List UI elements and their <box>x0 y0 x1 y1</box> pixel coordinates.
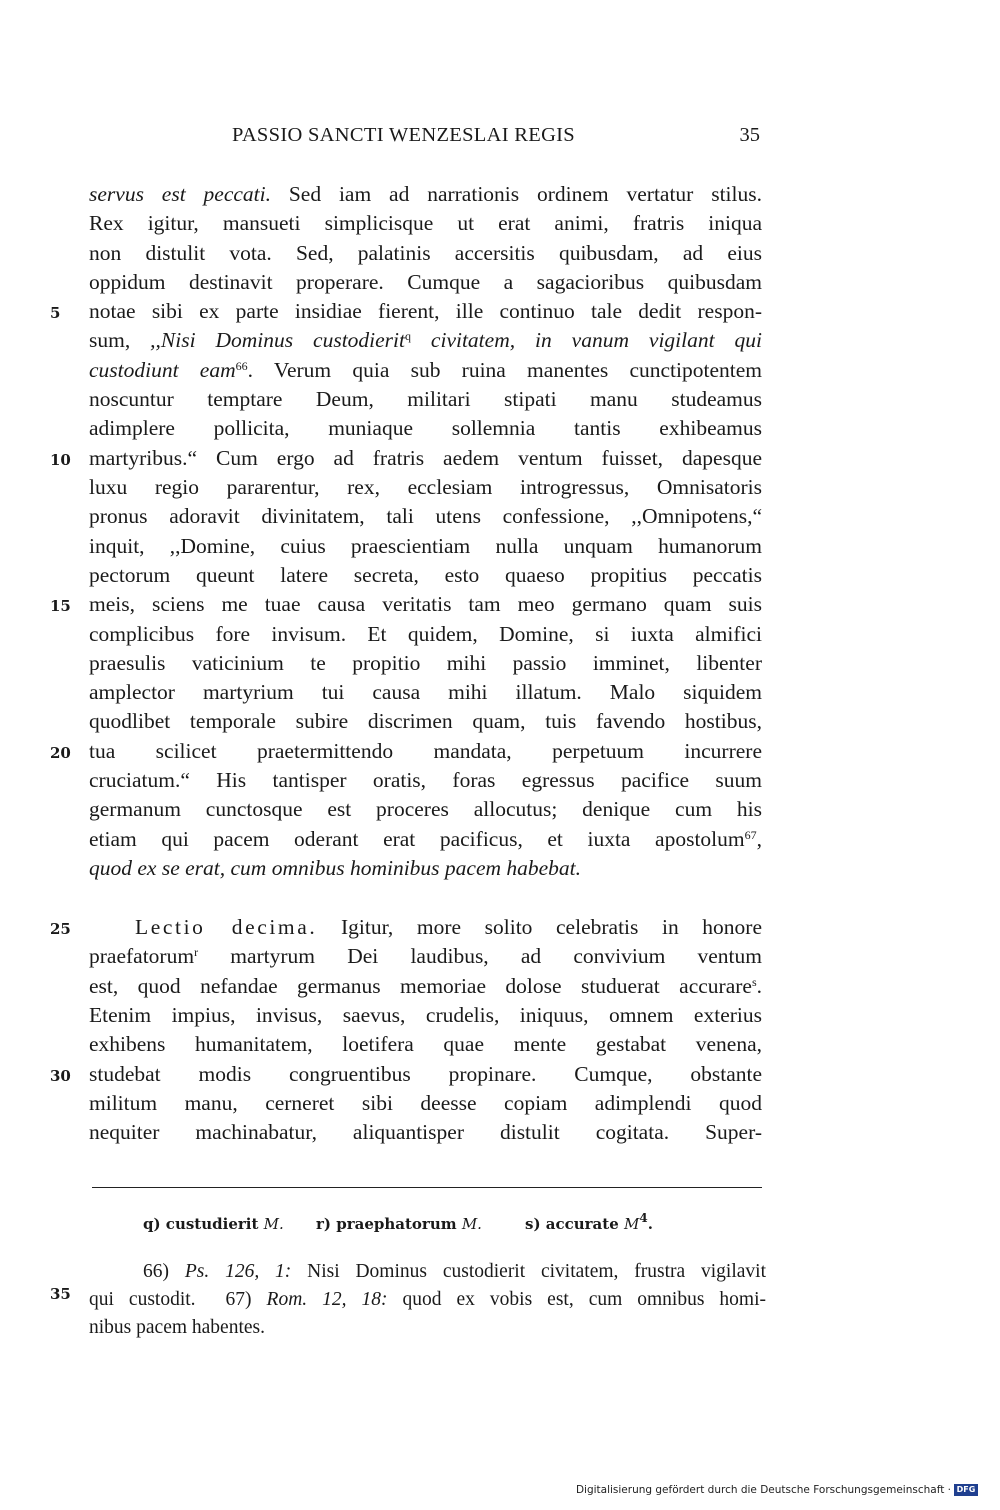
line-number: 20 <box>50 744 71 762</box>
text-line: luxu regio pararentur, rex, ecclesiam introgressus, Omnisatoris <box>89 475 762 499</box>
text-line: est, quod nefandae germanus memoriae dolose studuerat accurare$^s$. <box>89 974 762 998</box>
line-number: 30 <box>50 1067 71 1085</box>
text-line: etiam qui pacem oderant erat pacificus, et iuxta apostolum$^{67}$, <box>89 827 762 851</box>
line-number: 15 <box>50 597 71 615</box>
text-line: meis, sciens me tuae causa veritatis tam meo germano quam suis <box>89 592 762 616</box>
footnote-67: 67) <box>225 1289 267 1310</box>
text-line: sum, ,,Nisi Dominus custodierit$^q$ civitatem, in vanum vigilant qui <box>89 328 762 352</box>
dfg-logo-icon: DFG <box>954 1484 978 1496</box>
running-title: PASSIO SANCTI WENZESLAI REGIS <box>232 124 575 146</box>
apparatus-note-s: s) accurate $M^4$. <box>525 1211 653 1233</box>
text-line: Lectio decima. Igitur, more solito celebratis in honore <box>135 915 763 939</box>
text-line: germanum cunctosque est proceres allocutus; denique cum his <box>89 797 762 821</box>
text-line: oppidum destinavit properare. Cumque a sagacioribus quibusdam <box>89 270 762 294</box>
text-line: Rex igitur, mansueti simplicisque ut erat animi, fratris iniqua <box>89 211 762 235</box>
text-line: Etenim impius, invisus, saevus, crudelis, iniquus, omnem exterius <box>89 1003 762 1027</box>
text-line: complicibus fore invisum. Et quidem, Domine, si iuxta almifici <box>89 622 762 646</box>
text-line: quod ex se erat, cum omnibus hominibus pacem habebat. <box>89 856 582 880</box>
text-line: pectorum queunt latere secreta, esto quaeso propitius peccatis <box>89 563 762 587</box>
footnote-line: nibus pacem habentes. <box>89 1317 265 1338</box>
text-line: militum manu, cerneret sibi deesse copiam adimplendi quod <box>89 1091 762 1115</box>
text-line: praesulis vaticinium te propitio mihi passio imminet, libenter <box>89 651 762 675</box>
text-line: cruciatum.“ His tantisper oratis, foras egressus pacifice suum <box>89 768 762 792</box>
footnote-line: qui custodit. 67) Rom. 12, 18: quod ex vobis est, cum omnibus homi- <box>89 1289 767 1310</box>
text-line: tua scilicet praetermittendo mandata, perpetuum incurrere <box>89 739 762 763</box>
text-line: amplector martyrium tui causa mihi illatum. Malo siquidem <box>89 680 762 704</box>
text-line: inquit, ,,Domine, cuius praescientiam nulla unquam humanorum <box>89 534 762 558</box>
text-line: notae sibi ex parte insidiae fierent, ille continuo tale dedit respon- <box>89 299 762 323</box>
line-number: 25 <box>50 920 71 938</box>
text-line: custodiunt eam$^{66}$. Verum quia sub ruina manentes cunctipotentem <box>89 358 762 382</box>
apparatus-note-q: q) custudierit M. <box>143 1215 284 1233</box>
line-number: 10 <box>50 451 71 469</box>
footnote-line: 66) Ps. 126, 1: Nisi Dominus custodierit civitatem, frustra vigilavit <box>143 1261 766 1282</box>
text-line: martyribus.“ Cum ergo ad fratris aedem ventum fuisset, dapesque <box>89 446 762 470</box>
text-line: quodlibet temporale subire discrimen quam, tuis favendo hostibus, <box>89 709 762 733</box>
text-line: adimplere pollicita, muniaque sollemnia tantis exhibeamus <box>89 416 762 440</box>
digitization-credit: Digitalisierung gefördert durch die Deutsche Forschungsgemeinschaft · DFG <box>576 1484 978 1498</box>
section-heading: Lectio decima. <box>135 915 318 939</box>
text-line: noscuntur temptare Deum, militari stipati manu studeamus <box>89 387 762 411</box>
text-line: studebat modis congruentibus propinare. Cumque, obstante <box>89 1062 762 1086</box>
page-number: 35 <box>739 124 760 146</box>
footnote-66: 66) <box>143 1261 185 1282</box>
text-line: pronus adoravit divinitatem, tali utens confessione, ,,Omnipotens,“ <box>89 504 762 528</box>
footnote-divider <box>92 1187 762 1188</box>
text-line: non distulit vota. Sed, palatinis accersitis quibusdam, ad eius <box>89 241 762 265</box>
apparatus-note-r: r) praephatorum M. <box>316 1215 482 1233</box>
text-line: nequiter machinabatur, aliquantisper distulit cogitata. Super- <box>89 1120 762 1144</box>
line-number: 5 <box>50 304 61 322</box>
text-line: servus est peccati. Sed iam ad narrationis ordinem vertatur stilus. <box>89 182 762 206</box>
text-line: praefatorum$^r$ martyrum Dei laudibus, ad convivium ventum <box>89 944 762 968</box>
text-line: exhibens humanitatem, loetifera quae mente gestabat venena, <box>89 1032 762 1056</box>
line-number: 35 <box>50 1285 71 1303</box>
running-header <box>232 124 760 154</box>
